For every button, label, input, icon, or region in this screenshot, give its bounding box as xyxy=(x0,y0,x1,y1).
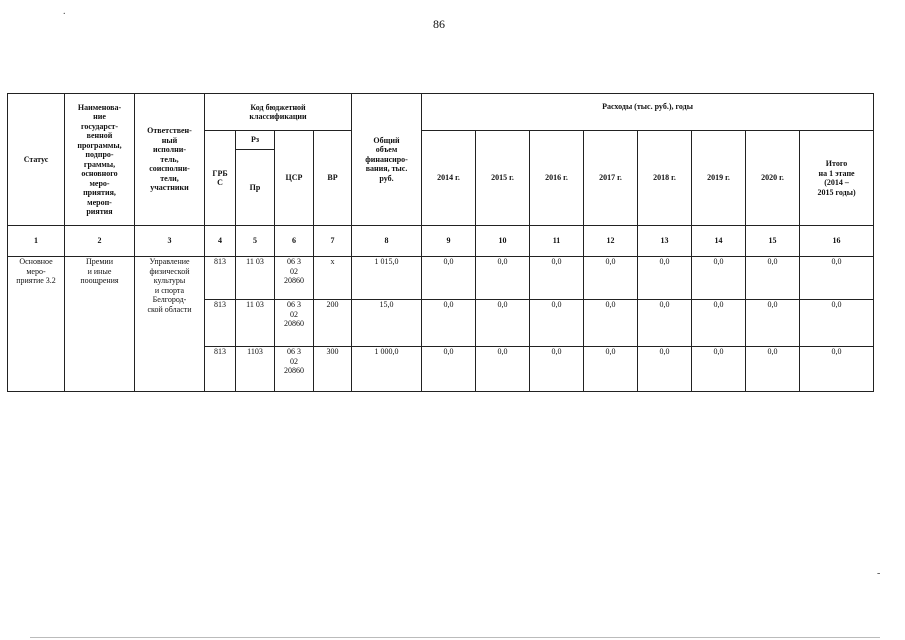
header-csr: ЦСР xyxy=(275,131,314,226)
column-number: 11 xyxy=(530,226,584,257)
cell-value: 0,0 xyxy=(530,257,584,300)
header-responsible xyxy=(135,94,205,226)
cell-value: 0,0 xyxy=(476,257,530,300)
cell-value: 0,0 xyxy=(638,347,692,392)
cell-csr-text: 06 3 02 20860 xyxy=(284,347,304,375)
cell-value: 0,0 xyxy=(584,300,638,347)
header-total-stage xyxy=(800,131,874,226)
cell-total: 15,0 xyxy=(352,300,422,347)
column-number: 8 xyxy=(352,226,422,257)
cell-status-text: Основное меро- приятие 3.2 xyxy=(16,257,56,285)
header-expenses: Расходы (тыс. руб.), годы xyxy=(422,94,874,131)
cell-csr xyxy=(275,347,314,392)
header-total-volume-text: Общий объем финансиро- вания, тыс. руб. xyxy=(365,135,408,183)
scan-speck: . xyxy=(63,6,66,17)
cell-responsible xyxy=(135,257,205,392)
cell-csr-text: 06 3 02 20860 xyxy=(284,300,304,328)
header-year-2016: 2016 г. xyxy=(530,131,584,226)
cell-responsible-text: Управление физической культуры и спорта Белгород- ской области xyxy=(147,257,192,314)
cell-rzpr: 11 03 xyxy=(236,257,275,300)
cell-grbs: 813 xyxy=(205,300,236,347)
cell-value: 0,0 xyxy=(692,347,746,392)
cell-total: 1 015,0 xyxy=(352,257,422,300)
column-number: 9 xyxy=(422,226,476,257)
header-vr: ВР xyxy=(314,131,352,226)
header-rz: Рз xyxy=(236,131,275,150)
column-number: 2 xyxy=(65,226,135,257)
header-program-name-text: Наименова- ние государст- венной программы, подпро- граммы, основного меро- приятия, мероп- риятия xyxy=(77,102,122,216)
column-number: 16 xyxy=(800,226,874,257)
cell-rzpr: 11 03 xyxy=(236,300,275,347)
header-year-2018: 2018 г. xyxy=(638,131,692,226)
column-number: 12 xyxy=(584,226,638,257)
cell-total: 1 000,0 xyxy=(352,347,422,392)
cell-value: 0,0 xyxy=(422,257,476,300)
header-year-2020: 2020 г. xyxy=(746,131,800,226)
cell-value: 0,0 xyxy=(530,300,584,347)
header-responsible-text: Ответствен- ный исполни- тель, соисполни- тели, участники xyxy=(147,126,192,193)
cell-grbs: 813 xyxy=(205,347,236,392)
cell-value: 0,0 xyxy=(800,300,874,347)
column-number: 7 xyxy=(314,226,352,257)
page-bottom-edge xyxy=(30,637,880,638)
budget-expenses-table xyxy=(7,93,874,392)
cell-status xyxy=(8,257,65,392)
cell-value: 0,0 xyxy=(692,300,746,347)
cell-value: 0,0 xyxy=(692,257,746,300)
scan-speck: - xyxy=(877,568,881,579)
column-number: 5 xyxy=(236,226,275,257)
header-total-volume xyxy=(352,94,422,226)
cell-vr: x xyxy=(314,257,352,300)
header-total-stage-text: Итого на 1 этапе (2014 – 2015 годы) xyxy=(817,159,856,197)
cell-value: 0,0 xyxy=(638,257,692,300)
cell-value: 0,0 xyxy=(800,257,874,300)
header-pr: Пр xyxy=(236,150,275,226)
cell-vr: 200 xyxy=(314,300,352,347)
cell-vr: 300 xyxy=(314,347,352,392)
cell-value: 0,0 xyxy=(638,300,692,347)
cell-rzpr: 1103 xyxy=(236,347,275,392)
cell-csr-text: 06 3 02 20860 xyxy=(284,257,304,285)
cell-csr xyxy=(275,300,314,347)
table-row xyxy=(8,257,874,300)
cell-value: 0,0 xyxy=(800,347,874,392)
cell-value: 0,0 xyxy=(746,347,800,392)
cell-value: 0,0 xyxy=(746,300,800,347)
cell-value: 0,0 xyxy=(422,300,476,347)
column-number: 10 xyxy=(476,226,530,257)
cell-value: 0,0 xyxy=(584,257,638,300)
header-year-2017: 2017 г. xyxy=(584,131,638,226)
header-year-2019: 2019 г. xyxy=(692,131,746,226)
header-status: Статус xyxy=(8,94,65,226)
column-number: 6 xyxy=(275,226,314,257)
cell-name xyxy=(65,257,135,392)
cell-grbs: 813 xyxy=(205,257,236,300)
column-number: 14 xyxy=(692,226,746,257)
cell-value: 0,0 xyxy=(584,347,638,392)
header-year-2014: 2014 г. xyxy=(422,131,476,226)
column-number: 3 xyxy=(135,226,205,257)
cell-value: 0,0 xyxy=(422,347,476,392)
column-number: 13 xyxy=(638,226,692,257)
header-program-name xyxy=(65,94,135,226)
header-year-2015: 2015 г. xyxy=(476,131,530,226)
cell-value: 0,0 xyxy=(476,300,530,347)
cell-value: 0,0 xyxy=(530,347,584,392)
column-number: 4 xyxy=(205,226,236,257)
page-number: 86 xyxy=(433,17,445,31)
cell-csr xyxy=(275,257,314,300)
cell-value: 0,0 xyxy=(746,257,800,300)
header-grbs xyxy=(205,131,236,226)
column-number: 1 xyxy=(8,226,65,257)
cell-value: 0,0 xyxy=(476,347,530,392)
column-number: 15 xyxy=(746,226,800,257)
header-grbs-text: ГРБ С xyxy=(212,168,228,187)
cell-name-text: Премии и иные поощрения xyxy=(80,257,119,285)
header-budget-code xyxy=(205,94,352,131)
header-budget-code-text: Код бюджетной классификации xyxy=(249,102,307,121)
column-numbers-row xyxy=(8,226,874,257)
